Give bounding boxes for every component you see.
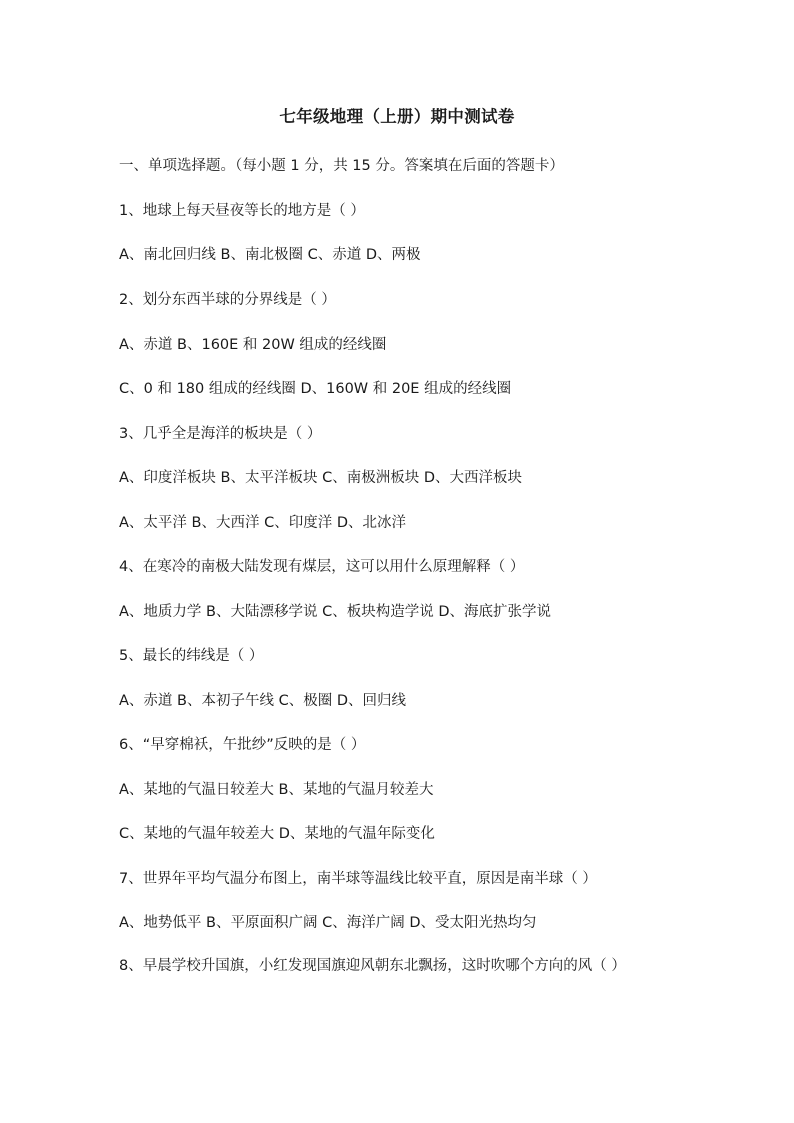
question-4: 4、在寒冷的南极大陆发现有煤层，这可以用什么原理解释（ ） <box>119 559 525 575</box>
question-7: 7、世界年平均气温分布图上，南半球等温线比较平直，原因是南半球（ ） <box>119 871 597 887</box>
question-2: 2、划分东西半球的分界线是（ ） <box>119 292 336 308</box>
question-2-options-a: A、赤道 B、160E 和 20W 组成的经线圈 <box>119 337 387 353</box>
question-3-options-b: A、太平洋 B、大西洋 C、印度洋 D、北冰洋 <box>119 515 406 531</box>
question-5: 5、最长的纬线是（ ） <box>119 648 264 664</box>
question-1: 1、地球上每天昼夜等长的地方是（ ） <box>119 203 365 219</box>
question-7-options: A、地势低平 B、平原面积广阔 C、海洋广阔 D、受太阳光热均匀 <box>119 915 537 931</box>
question-3: 3、几乎全是海洋的板块是（ ） <box>119 426 322 442</box>
question-8: 8、早晨学校升国旗，小红发现国旗迎风朝东北飘扬，这时吹哪个方向的风（ ） <box>119 958 626 974</box>
question-6: 6、“早穿棉袄，午批纱”反映的是（ ） <box>119 737 366 753</box>
question-4-options: A、地质力学 B、大陆漂移学说 C、板块构造学说 D、海底扩张学说 <box>119 604 551 620</box>
question-5-options: A、赤道 B、本初子午线 C、极圈 D、回归线 <box>119 693 406 709</box>
section-heading: 一、单项选择题。（每小题 1 分，共 15 分。答案填在后面的答题卡） <box>119 158 564 174</box>
document-title: 七年级地理（上册）期中测试卷 <box>279 107 515 126</box>
question-6-options-a: A、某地的气温日较差大 B、某地的气温月较差大 <box>119 782 434 798</box>
question-1-options: A、南北回归线 B、南北极圈 C、赤道 D、两极 <box>119 247 421 263</box>
question-3-options-a: A、印度洋板块 B、太平洋板块 C、南极洲板块 D、大西洋板块 <box>119 470 522 486</box>
question-6-options-b: C、某地的气温年较差大 D、某地的气温年际变化 <box>119 826 435 842</box>
question-2-options-b: C、0 和 180 组成的经线圈 D、160W 和 20E 组成的经线圈 <box>119 381 512 397</box>
